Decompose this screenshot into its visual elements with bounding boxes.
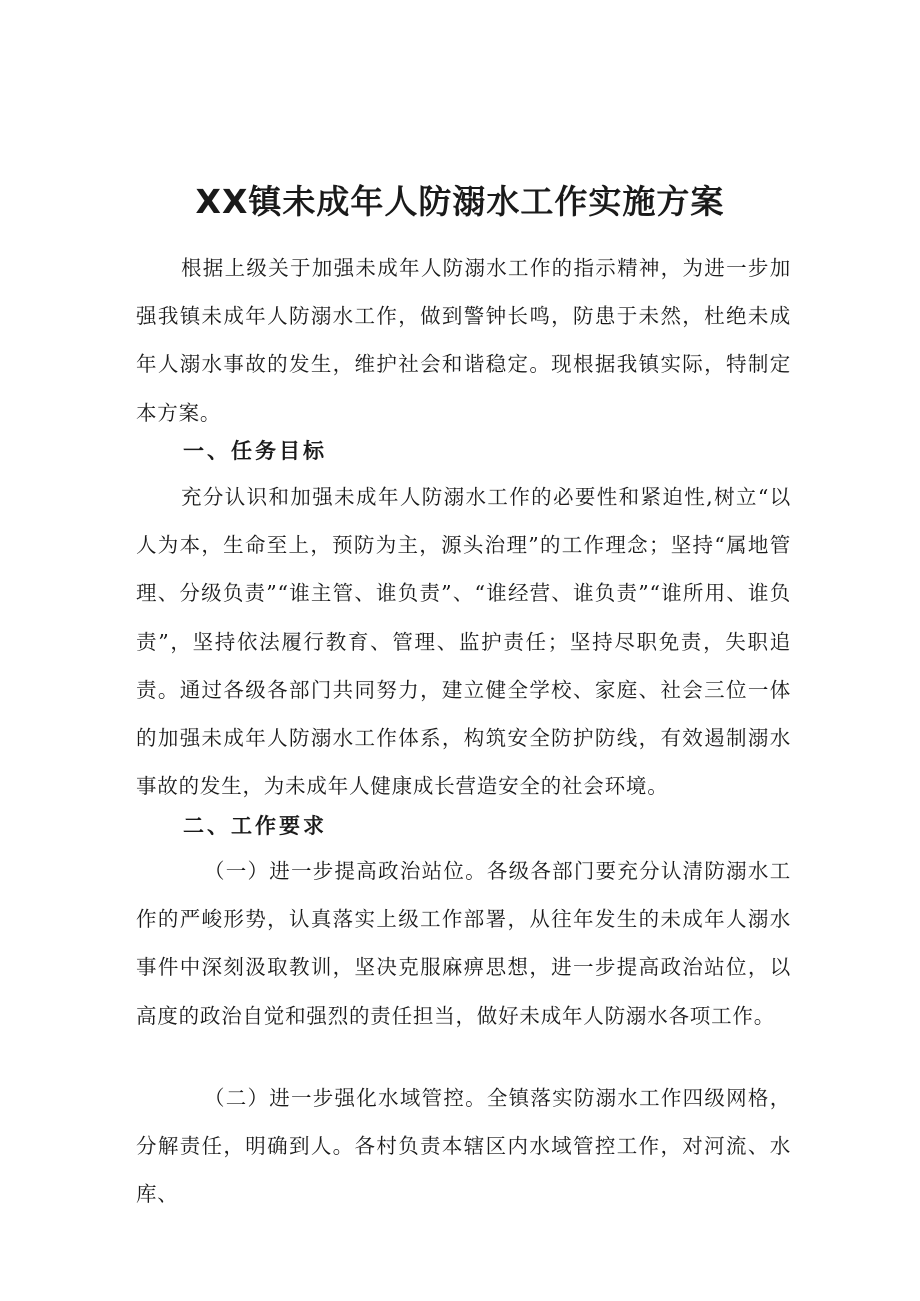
intro-paragraph: 根据上级关于加强未成年人防溺水工作的指示精神，为进一步加强我镇未成年人防溺水工作，做到警钟长鸣，防患于未然，杜绝未成年人溺水事故的发生，维护社会和谐稳定。现根据我镇实际，特制定本方案。 (136, 256, 791, 425)
section-heading-goals: 一、任务目标 (183, 438, 327, 463)
requirement-item-1: （一）进一步提高政治站位。各级各部门要充分认清防溺水工作的严峻形势，认真落实上级工作部署，从往年发生的未成年人溺水事件中深刻汲取教训，坚决克服麻痹思想，进一步提高政治站位，以高度的政治自觉和强烈的责任担当，做好未成年人防溺水各项工作。 (136, 859, 791, 1028)
goals-paragraph: 充分认识和加强未成年人防溺水工作的必要性和紧迫性,树立“以人为本，生命至上，预防为主，源头治理”的工作理念；坚持“属地管理、分级负责”“谁主管、谁负责”、“谁经营、谁负责”“谁所用、谁负责”，坚持依法履行教育、管理、监护责任；坚持尽职免责，失职追责。通过各级各部门共同努力，建立健全学校、家庭、社会三位一体的加强未成年人防溺水工作体系，构筑安全防护防线，有效遏制溺水事故的发生，为未成年人健康成长营造安全的社会环境。 (136, 485, 791, 799)
section-heading-requirements: 二、工作要求 (183, 813, 327, 838)
document-title: XX镇未成年人防溺水工作实施方案 (195, 182, 725, 221)
requirement-item-2: （二）进一步强化水域管控。全镇落实防溺水工作四级网格，分解责任，明确到人。各村负责本辖区内水域管控工作，对河流、水库、 (136, 1086, 791, 1207)
